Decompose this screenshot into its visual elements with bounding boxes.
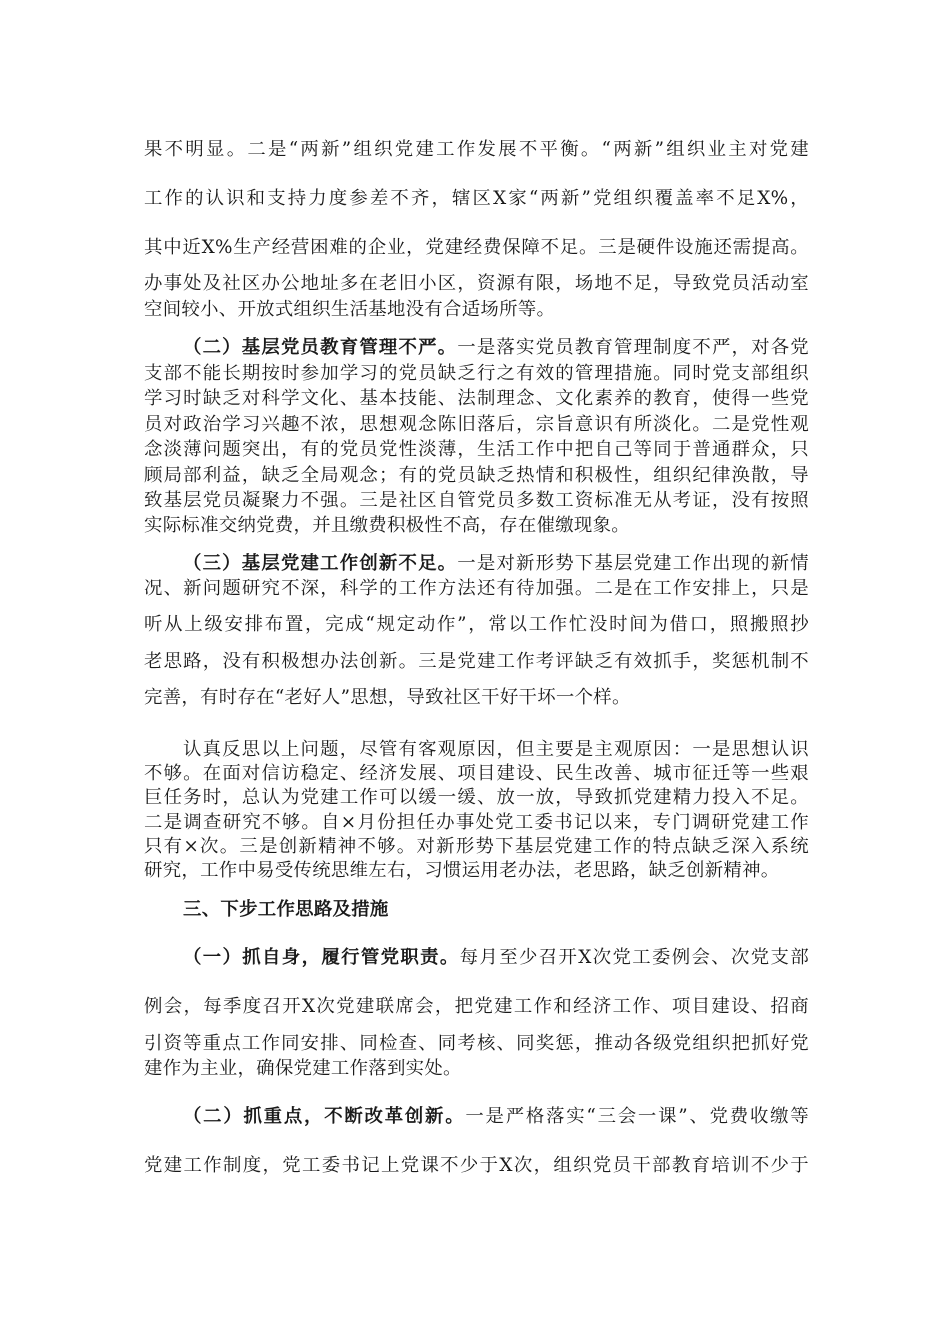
text-line: 老思路，没有积极想办法创新。三是党建工作考评缺乏有效抓手，奖惩机制不 xyxy=(144,651,809,672)
text-line: 致基层党员凝聚力不强。三是社区自管党员多数工资标准无从考证，没有按照 xyxy=(144,490,809,511)
text-line: 实际标准交纳党费，并且缴费积极性不高，存在催缴现象。 xyxy=(144,515,630,536)
text-line: 办事处及社区办公地址多在老旧小区，资源有限，场地不足，导致党员活动室 xyxy=(144,273,809,294)
text-line: 学习时缺乏对科学文化、基本技能、法制理念、文化素养的教育，使得一些党 xyxy=(144,388,809,409)
text-line: 支部不能长期按时参加学习的党员缺乏行之有效的管理措施。同时党支部组织 xyxy=(144,363,809,384)
section-heading: （一）抓自身，履行管党职责。 xyxy=(183,947,460,968)
text-line: 其中近X%生产经营困难的企业，党建经费保障不足。三是硬件设施还需提高。 xyxy=(144,237,809,258)
text-line: 果不明显。二是“两新”组织党建工作发展不平衡。“两新”组织业主对党建 xyxy=(144,139,809,160)
text-line: 例会，每季度召开X次党建联席会，把党建工作和经济工作、项目建设、招商 xyxy=(144,996,809,1017)
text-line: 员对政治学习兴趣不浓，思想观念陈旧落后，宗旨意识有所淡化。二是党性观 xyxy=(144,414,809,435)
text-line: 二是调查研究不够。自×月份担任办事处党工委书记以来，专门调研党建工作 xyxy=(144,812,809,833)
section-heading: （三）基层党建工作创新不足。 xyxy=(183,553,458,574)
section-heading-line: （三）基层党建工作创新不足。一是对新形势下基层党建工作出现的新情 xyxy=(183,553,809,574)
text-line: 完善，有时存在“老好人”思想，导致社区干好干坏一个样。 xyxy=(144,687,631,708)
text-line: 建作为主业，确保党建工作落到实处。 xyxy=(144,1058,462,1079)
text-line: 只有×次。三是创新精神不够。对新形势下基层党建工作的特点缺乏深入系统 xyxy=(144,836,809,857)
section-heading: （二）基层党员教育管理不严。 xyxy=(183,337,458,358)
text-line: 空间较小、开放式组织生活基地没有合适场所等。 xyxy=(144,299,556,320)
text-line: 念淡薄问题突出，有的党员党性淡薄，生活工作中把自己等同于普通群众，只 xyxy=(144,439,809,460)
chapter-heading-line xyxy=(183,898,809,922)
text-line: 不够。在面对信访稳定、经济发展、项目建设、民生改善、城市征迁等一些艰 xyxy=(144,763,809,784)
text-line: 顾局部利益，缺乏全局观念；有的党员缺乏热情和积极性，组织纪律涣散，导 xyxy=(144,465,809,486)
chapter-heading: 三、下步工作思路及措施 xyxy=(183,899,389,920)
text-line: 认真反思以上问题，尽管有客观原因，但主要是主观原因：一是思想认识 xyxy=(183,739,809,760)
section-heading-line: （二）基层党员教育管理不严。一是落实党员教育管理制度不严，对各党 xyxy=(183,337,809,358)
text-line: 巨任务时，总认为党建工作可以缓一缓、放一放，导致抓党建精力投入不足。 xyxy=(144,787,809,808)
text-line: 况、新问题研究不深，科学的工作方法还有待加强。二是在工作安排上，只是 xyxy=(144,578,809,599)
text-line: 工作的认识和支持力度参差不齐，辖区X家“两新”党组织覆盖率不足X%， xyxy=(144,188,809,209)
section-heading-line: （二）抓重点，不断改革创新。一是严格落实“三会一课”、党费收缴等 xyxy=(183,1106,809,1127)
text-line: 研究，工作中易受传统思维左右，习惯运用老办法，老思路，缺乏创新精神。 xyxy=(144,860,780,881)
section-heading-line: （一）抓自身，履行管党职责。每月至少召开X次党工委例会、次党支部 xyxy=(183,947,809,968)
text-line: 党建工作制度，党工委书记上党课不少于X次，组织党员干部教育培训不少于 xyxy=(144,1155,809,1176)
text-line: 听从上级安排布置，完成“规定动作”，常以工作忙没时间为借口，照搬照抄 xyxy=(144,614,809,635)
text-line: 引资等重点工作同安排、同检查、同考核、同奖惩，推动各级党组织把抓好党 xyxy=(144,1033,809,1054)
section-heading: （二）抓重点，不断改革创新。 xyxy=(183,1106,466,1127)
